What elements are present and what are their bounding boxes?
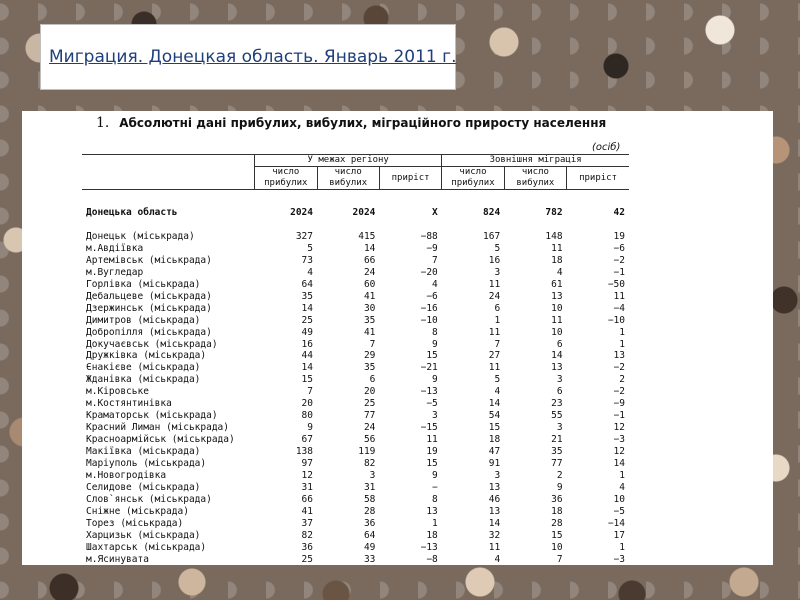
row-cell: 11 — [488, 541, 501, 553]
row-cell: 77 — [363, 410, 376, 422]
group-header-row — [82, 155, 629, 167]
row-cell: 3 — [494, 470, 501, 482]
row-cell: 3 — [556, 374, 563, 386]
row-cell: −13 — [420, 541, 438, 553]
row-cell: 20 — [363, 386, 376, 398]
row-cell: 15 — [426, 350, 438, 362]
row-cell: 13 — [551, 290, 563, 302]
row-name: Красний Лиман (міськрада) — [86, 422, 229, 434]
row-cell: 82 — [301, 529, 313, 541]
section-number: 1. — [96, 115, 110, 131]
row-cell: 18 — [551, 254, 563, 266]
row-name: Горлівка (міськрада) — [86, 278, 201, 290]
row-cell: 119 — [358, 446, 376, 458]
row-cell: 415 — [358, 230, 376, 242]
heading-text: Абсолютні дані прибулих, вибулих, міграційного приросту населення — [119, 116, 607, 130]
row-name: Докучаєвськ (міськрада) — [86, 338, 218, 350]
table-row — [82, 362, 629, 374]
row-cell: 35 — [363, 362, 376, 374]
row-cell: 27 — [488, 350, 501, 362]
row-cell: −50 — [607, 278, 625, 290]
row-cell: 7 — [556, 553, 563, 565]
row-cell: 1 — [494, 314, 501, 326]
row-cell: −20 — [420, 266, 438, 278]
sub-header-row — [82, 167, 629, 190]
migration-table — [82, 154, 629, 565]
row-cell: 14 — [613, 458, 625, 470]
row-cell: 33 — [363, 553, 376, 565]
table-row — [82, 458, 629, 470]
row-cell: 1 — [619, 326, 625, 338]
row-cell: 13 — [488, 505, 501, 517]
row-cell: 14 — [301, 302, 313, 314]
row-cell: 11 — [488, 326, 501, 338]
row-cell: 6 — [556, 338, 563, 350]
row-cell: 25 — [301, 314, 313, 326]
row-cell: 10 — [551, 326, 563, 338]
table-row — [82, 398, 629, 410]
total-name: Донецька область — [86, 207, 178, 218]
row-cell: 1 — [619, 338, 625, 350]
row-cell: 21 — [551, 434, 563, 446]
row-cell: − — [432, 481, 438, 493]
row-cell: −21 — [420, 362, 438, 374]
total-cell: 2024 — [352, 207, 376, 218]
slide-title[interactable]: Миграция. Донецкая область. Январь 2011 г. — [49, 47, 457, 67]
row-cell: 7 — [494, 338, 501, 350]
row-cell: 7 — [369, 338, 376, 350]
row-cell: 24 — [363, 422, 376, 434]
migration-document — [22, 111, 773, 565]
table-row — [82, 350, 629, 362]
row-cell: 64 — [363, 529, 376, 541]
table-row — [82, 255, 629, 267]
row-cell: 11 — [426, 434, 438, 446]
row-cell: 18 — [551, 505, 563, 517]
table-row — [82, 446, 629, 458]
row-name: Харцизьк (міськрада) — [86, 529, 201, 541]
row-cell: 80 — [301, 410, 313, 422]
row-cell: 10 — [551, 541, 563, 553]
table-row — [82, 303, 629, 315]
header-blank — [82, 155, 255, 167]
row-cell: 4 — [619, 481, 625, 493]
row-cell: 55 — [551, 410, 563, 422]
row-cell: −2 — [613, 254, 625, 266]
row-cell: 12 — [301, 470, 313, 482]
row-cell: 11 — [551, 242, 563, 254]
row-cell: 15 — [301, 374, 313, 386]
table-row — [82, 470, 629, 482]
row-cell: 1 — [619, 541, 625, 553]
row-cell: −9 — [613, 398, 625, 410]
row-cell: 3 — [432, 410, 438, 422]
row-name: Артемівськ (міськрада) — [86, 254, 212, 266]
total-row — [82, 190, 629, 231]
table-row — [82, 494, 629, 506]
total-cell: 824 — [483, 207, 501, 218]
row-cell: −2 — [613, 386, 625, 398]
row-name: Макіївка (міськрада) — [86, 446, 201, 458]
row-cell: −8 — [426, 553, 438, 565]
row-cell: 1 — [619, 470, 625, 482]
row-name: м.Кіровське — [86, 386, 149, 398]
row-cell: 138 — [295, 446, 313, 458]
row-cell: 67 — [301, 434, 313, 446]
row-cell: 6 — [494, 302, 501, 314]
row-cell: 41 — [363, 326, 376, 338]
row-cell: 29 — [363, 350, 376, 362]
header-blank — [82, 167, 255, 190]
row-cell: 9 — [432, 374, 438, 386]
row-cell: 66 — [301, 493, 313, 505]
row-cell: −9 — [426, 242, 438, 254]
row-name: Торез (міськрада) — [86, 517, 184, 529]
row-cell: 37 — [301, 517, 313, 529]
row-cell: 36 — [363, 517, 376, 529]
row-cell: 13 — [426, 505, 438, 517]
row-cell: 3 — [494, 266, 501, 278]
row-cell: 73 — [301, 254, 313, 266]
row-cell: 10 — [613, 493, 625, 505]
row-cell: 5 — [307, 242, 313, 254]
sub-header: приріст — [567, 167, 629, 190]
row-cell: 56 — [363, 434, 376, 446]
row-cell: −14 — [607, 517, 625, 529]
row-cell: 2 — [556, 470, 563, 482]
table-row — [82, 327, 629, 339]
row-cell: 327 — [295, 230, 313, 242]
row-cell: −5 — [426, 398, 438, 410]
total-cell: 2024 — [290, 207, 313, 218]
row-name: Слов`янськ (міськрада) — [86, 493, 212, 505]
group-header-external: Зовнішня міграція — [442, 155, 629, 167]
row-name: Жданівка (міськрада) — [86, 374, 201, 386]
table-row — [82, 518, 629, 530]
row-cell: 7 — [432, 254, 438, 266]
row-cell: 41 — [301, 505, 313, 517]
row-cell: 9 — [432, 338, 438, 350]
group-header-region: У межах регіону — [255, 155, 442, 167]
row-name: Донецьк (міськрада) — [86, 230, 195, 242]
row-name: Шахтарськ (міськрада) — [86, 541, 207, 553]
row-cell: 14 — [488, 398, 501, 410]
row-cell: 5 — [494, 374, 501, 386]
row-cell: 31 — [301, 481, 313, 493]
row-cell: 4 — [432, 278, 438, 290]
row-name: Красноармійськ (міськрада) — [86, 434, 235, 446]
row-cell: 25 — [301, 553, 313, 565]
row-cell: −3 — [613, 553, 625, 565]
row-cell: 23 — [551, 398, 563, 410]
row-cell: 1 — [432, 517, 438, 529]
row-name: Дебальцеве (міськрада) — [86, 290, 212, 302]
row-cell: 6 — [556, 386, 563, 398]
row-cell: 36 — [301, 541, 313, 553]
row-cell: 4 — [556, 266, 563, 278]
row-cell: 11 — [488, 362, 501, 374]
table-row — [82, 291, 629, 303]
row-cell: 16 — [301, 338, 313, 350]
sub-header: число вибулих — [317, 167, 379, 190]
row-cell: 16 — [488, 254, 501, 266]
unit-label: (осіб) — [592, 142, 621, 153]
table-row — [82, 422, 629, 434]
row-cell: 13 — [613, 350, 625, 362]
row-cell: 32 — [488, 529, 501, 541]
row-cell: 82 — [363, 458, 376, 470]
table-row — [82, 542, 629, 554]
row-name: м.Авдіївка — [86, 242, 144, 254]
row-name: м.Вугледар — [86, 266, 144, 278]
row-cell: 19 — [613, 230, 625, 242]
row-cell: 58 — [363, 493, 376, 505]
row-cell: 46 — [488, 493, 501, 505]
row-cell: 8 — [432, 493, 438, 505]
row-cell: 41 — [363, 290, 376, 302]
row-name: Дружківка (міськрада) — [86, 350, 207, 362]
row-cell: 14 — [551, 350, 563, 362]
row-cell: 3 — [556, 422, 563, 434]
row-cell: 97 — [301, 458, 313, 470]
row-cell: 7 — [307, 386, 313, 398]
slide-title-box — [40, 24, 456, 90]
row-cell: 9 — [432, 470, 438, 482]
row-cell: 4 — [494, 386, 501, 398]
row-cell: 148 — [545, 230, 563, 242]
row-cell: 35 — [551, 446, 563, 458]
row-cell: 14 — [488, 517, 501, 529]
row-cell: 11 — [488, 278, 501, 290]
row-cell: 54 — [488, 410, 501, 422]
row-cell: 17 — [613, 529, 625, 541]
table-row — [82, 482, 629, 494]
row-name: м.Новогродівка — [86, 470, 167, 482]
row-cell: 3 — [369, 470, 376, 482]
row-name: м.Костянтинівка — [86, 398, 172, 410]
row-cell: 9 — [307, 422, 313, 434]
total-cell: 42 — [613, 207, 625, 218]
row-cell: 24 — [488, 290, 501, 302]
table-row — [82, 530, 629, 542]
row-cell: 13 — [488, 481, 501, 493]
table-row — [82, 410, 629, 422]
row-cell: 60 — [363, 278, 376, 290]
row-cell: 35 — [363, 314, 376, 326]
row-cell: 12 — [613, 422, 625, 434]
row-cell: −3 — [613, 434, 625, 446]
row-cell: 47 — [488, 446, 501, 458]
row-cell: −2 — [613, 362, 625, 374]
row-cell: 4 — [307, 266, 313, 278]
row-cell: 91 — [488, 458, 501, 470]
row-cell: 25 — [363, 398, 376, 410]
row-name: Єнакієве (міськрада) — [86, 362, 201, 374]
row-cell: 15 — [551, 529, 563, 541]
row-cell: 9 — [556, 481, 563, 493]
row-name: Димитров (міськрада) — [86, 314, 201, 326]
total-cell: Х — [432, 207, 438, 218]
row-cell: −88 — [420, 230, 438, 242]
row-cell: −6 — [613, 242, 625, 254]
row-cell: 77 — [551, 458, 563, 470]
row-cell: 49 — [301, 326, 313, 338]
row-cell: 66 — [363, 254, 376, 266]
row-cell: 12 — [613, 446, 625, 458]
table-row — [82, 231, 629, 243]
row-cell: 31 — [363, 481, 376, 493]
row-name: Добропілля (міськрада) — [86, 326, 212, 338]
row-cell: 44 — [301, 350, 313, 362]
row-cell: −10 — [420, 314, 438, 326]
row-name: Селидове (міськрада) — [86, 481, 201, 493]
table-row — [82, 315, 629, 327]
row-cell: 167 — [483, 230, 501, 242]
row-cell: 19 — [426, 446, 438, 458]
table-row — [82, 434, 629, 446]
table-row — [82, 386, 629, 398]
row-cell: 14 — [301, 362, 313, 374]
row-cell: 14 — [363, 242, 376, 254]
row-cell: 64 — [301, 278, 313, 290]
row-cell: −5 — [613, 505, 625, 517]
row-cell: 8 — [432, 326, 438, 338]
row-cell: 5 — [494, 242, 501, 254]
row-cell: 2 — [619, 374, 625, 386]
row-cell: 28 — [551, 517, 563, 529]
row-cell: 20 — [301, 398, 313, 410]
row-cell: −1 — [613, 410, 625, 422]
row-cell: 6 — [369, 374, 376, 386]
row-cell: 30 — [363, 302, 376, 314]
row-cell: 10 — [551, 302, 563, 314]
sub-header: приріст — [379, 167, 441, 190]
row-cell: 49 — [363, 541, 376, 553]
row-cell: 11 — [613, 290, 625, 302]
sub-header: число прибулих — [255, 167, 317, 190]
table-row — [82, 243, 629, 255]
row-cell: 4 — [494, 553, 501, 565]
row-cell: 11 — [551, 314, 563, 326]
row-cell: 18 — [488, 434, 501, 446]
row-cell: 15 — [426, 458, 438, 470]
row-cell: −10 — [607, 314, 625, 326]
row-name: м.Ясинувата — [86, 553, 149, 565]
row-cell: −6 — [426, 290, 438, 302]
row-cell: 36 — [551, 493, 563, 505]
sub-header: число прибулих — [442, 167, 504, 190]
row-cell: 24 — [363, 266, 376, 278]
row-name: Краматорськ (міськрада) — [86, 410, 218, 422]
table-row — [82, 554, 629, 565]
table-row — [82, 267, 629, 279]
row-cell: −1 — [613, 266, 625, 278]
row-cell: 18 — [426, 529, 438, 541]
table-row — [82, 339, 629, 351]
row-cell: 61 — [551, 278, 563, 290]
row-cell: 15 — [488, 422, 501, 434]
row-cell: −13 — [420, 386, 438, 398]
row-cell: 28 — [363, 505, 376, 517]
table-row — [82, 374, 629, 386]
row-name: Сніжне (міськрада) — [86, 505, 189, 517]
table-row — [82, 279, 629, 291]
row-name: Дзержинськ (міськрада) — [86, 302, 212, 314]
row-cell: 35 — [301, 290, 313, 302]
row-cell: 13 — [551, 362, 563, 374]
row-name: Маріуполь (міськрада) — [86, 458, 207, 470]
row-cell: −15 — [420, 422, 438, 434]
document-heading — [96, 115, 606, 131]
total-cell: 782 — [545, 207, 563, 218]
row-cell: −16 — [420, 302, 438, 314]
sub-header: число вибулих — [504, 167, 566, 190]
table-row — [82, 506, 629, 518]
row-cell: −4 — [613, 302, 625, 314]
